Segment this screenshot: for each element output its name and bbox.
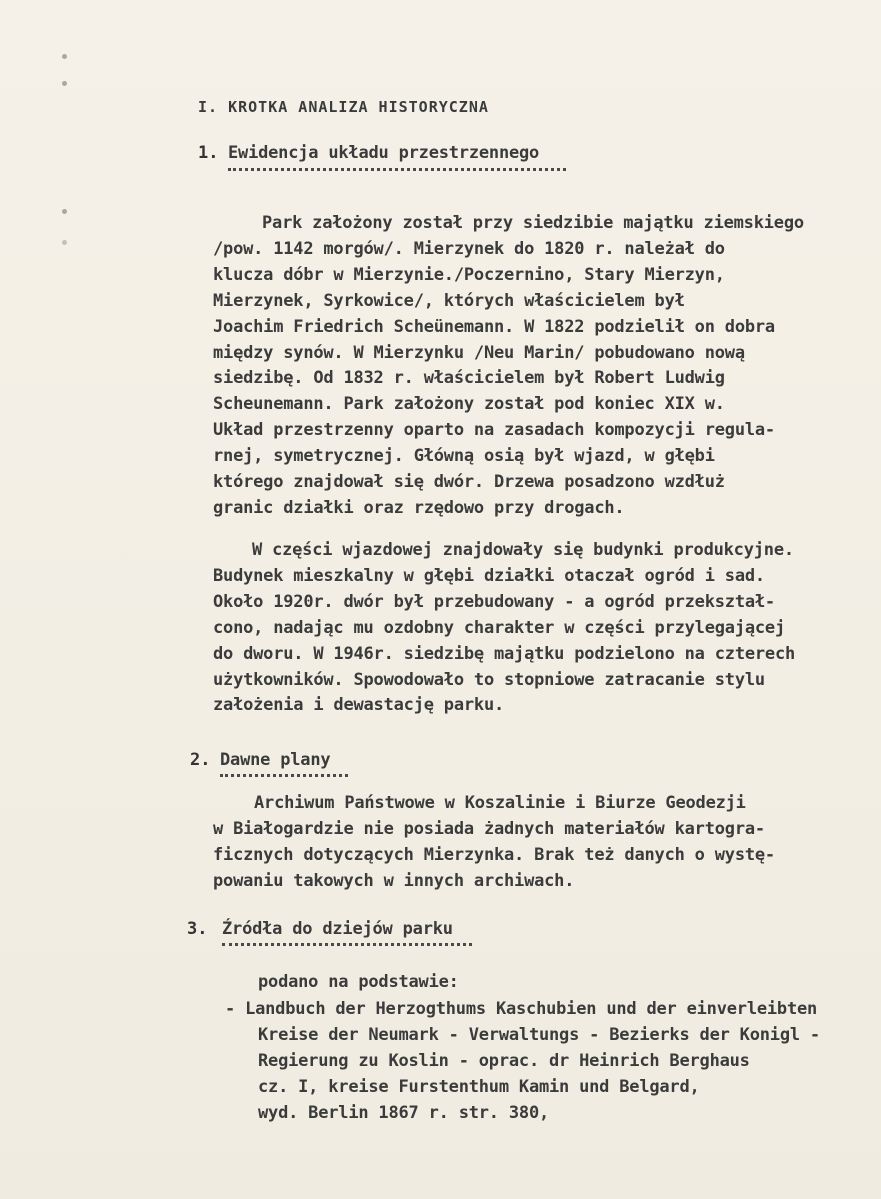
text-line: granic działki oraz rzędowo przy drogach.: [213, 497, 625, 518]
text-line: Układ przestrzenny oparto na zasadach kompozycji regula-: [213, 420, 775, 441]
text-line: do dworu. W 1946r. siedzibę majątku podzielono na czterech: [213, 643, 796, 664]
section-heading: Źródła do dziejów parku: [222, 919, 453, 939]
punch-hole-mark: [62, 240, 67, 245]
punch-hole-mark: [62, 81, 67, 86]
text-line: wyd. Berlin 1867 r. str. 380,: [258, 1102, 550, 1123]
text-line: Joachim Friedrich Scheünemann. W 1822 podzielił on dobra: [213, 316, 775, 337]
text-line: W części wjazdowej znajdowały się budynki produkcyjne.: [252, 540, 794, 560]
section-number: 1.: [198, 143, 219, 163]
section-number: 2.: [190, 750, 211, 770]
text-line: Budynek mieszkalny w głębi działki otaczał ogród i sad.: [213, 565, 765, 586]
text-line: użytkowników. Spowodowało to stopniowe zatracanie stylu: [213, 669, 765, 690]
text-line: klucza dóbr w Mierzynie./Poczernino, Stary Mierzyn,: [213, 264, 725, 285]
heading-underline: [228, 168, 566, 171]
heading-underline: [222, 943, 472, 946]
text-line: siedzibę. Od 1832 r. właścicielem był Robert Ludwig: [213, 368, 725, 389]
text-line: założenia i dewastację parku.: [213, 695, 505, 716]
text-line: Scheunemann. Park założony został pod koniec XIX w.: [213, 394, 725, 415]
text-line: którego znajdował się dwór. Drzewa posadzono wzdłuż: [213, 472, 725, 492]
text-line: Archiwum Państwowe w Koszalinie i Biurze Geodezji: [254, 793, 746, 813]
text-line: Park założony został przy siedzibie majątku ziemskiego: [262, 213, 804, 233]
text-line: Kreise der Neumark - Verwaltungs - Bezierks der Konigl -: [258, 1024, 820, 1045]
text-line: cz. I, kreise Furstenthum Kamin und Belgard,: [258, 1076, 700, 1097]
text-line: między synów. W Mierzynku /Neu Marin/ pobudowano nową: [213, 342, 745, 363]
text-line: - Landbuch der Herzogthums Kaschubien und der einverleibten: [225, 999, 818, 1019]
section-number: 3.: [187, 919, 208, 939]
text-line: ficznych dotyczących Mierzynka. Brak też danych o wystę-: [213, 844, 775, 865]
text-line: /pow. 1142 morgów/. Mierzynek do 1820 r. należał do: [213, 238, 725, 259]
text-line: Mierzynek, Syrkowice/, których właścicielem był: [213, 290, 685, 311]
text-line: rnej, symetrycznej. Główną osią był wjazd, w głębi: [213, 446, 715, 467]
text-line: Około 1920r. dwór był przebudowany - a ogród przekształ-: [213, 591, 775, 612]
text-line: w Białogardzie nie posiada żadnych materiałów kartogra-: [213, 818, 765, 839]
sources-intro: podano na podstawie:: [258, 972, 459, 992]
document-title: I. KROTKA ANALIZA HISTORYCZNA: [198, 98, 489, 116]
section-heading: Ewidencja układu przestrzennego: [228, 143, 540, 163]
heading-underline: [220, 774, 348, 777]
text-line: Regierung zu Koslin - oprac. dr Heinrich Berghaus: [258, 1050, 750, 1071]
text-line: cono, nadając mu ozdobny charakter w części przylegającej: [213, 617, 785, 638]
text-line: powaniu takowych w innych archiwach.: [213, 870, 575, 891]
punch-hole-mark: [62, 209, 67, 214]
section-heading: Dawne plany: [220, 750, 331, 770]
punch-hole-mark: [62, 54, 67, 59]
